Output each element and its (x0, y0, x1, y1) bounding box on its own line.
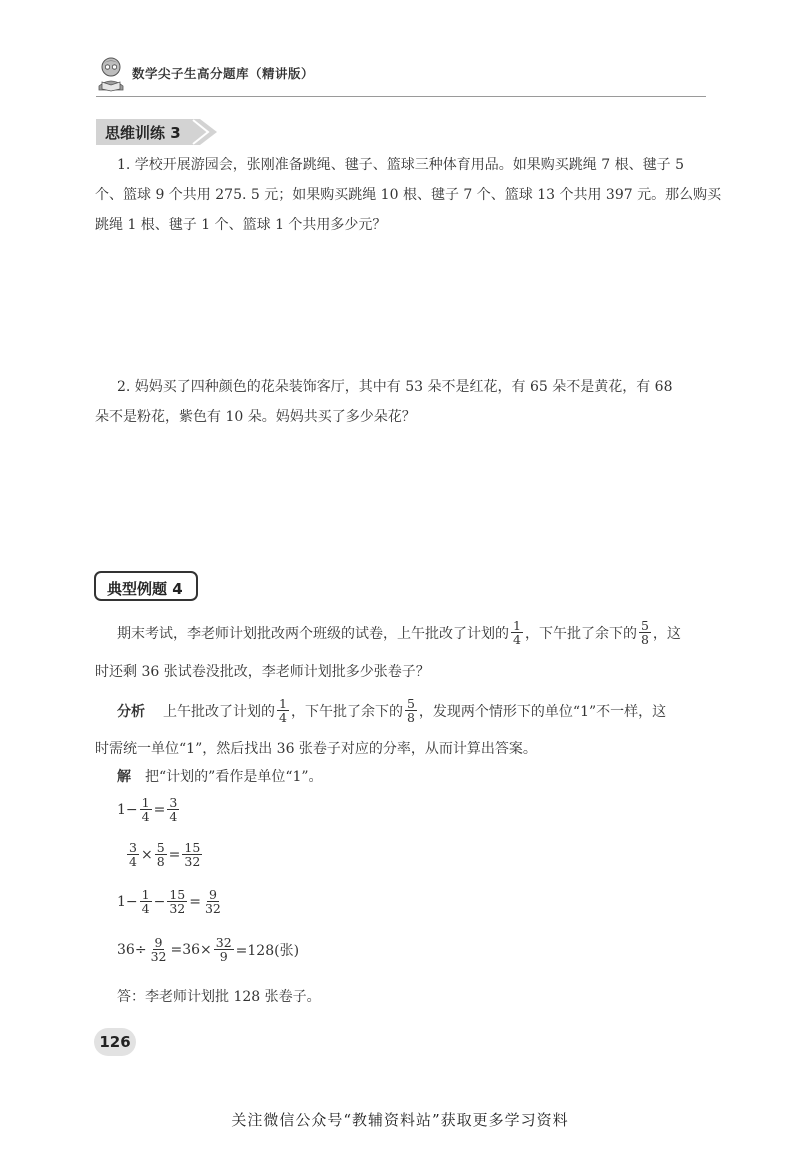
problem-line2: 时还剩 36 张试卷没批改，李老师计划批多少张卷子？ (95, 664, 430, 680)
solution-line (117, 766, 323, 786)
analysis-text-c: ，发现两个情形下的单位“1”不一样，这 (418, 703, 667, 720)
equation-2: $\frac{3}{4}$ × $\frac{5}{8}$ = $\frac{15}{32}$ (129, 840, 201, 870)
analysis-text-a: 上午批改了计划的 (163, 703, 275, 720)
fraction-one-quarter: $\frac{1}{4}$ (513, 618, 521, 648)
solution-text: 把“计划的”看作是单位“1”。 (145, 769, 323, 785)
analysis-line2: 时需统一单位“1”，然后找出 36 张卷子对应的分率，从而计算出答案。 (95, 741, 537, 757)
analysis-line1 (117, 697, 666, 724)
q1-line1: 1. 学校开展游园会，张刚准备跳绳、毽子、篮球三种体育用品。如果购买跳绳 7 根、毽子 5 (117, 157, 684, 173)
header-divider (96, 96, 706, 97)
answer-line: 答：李老师计划批 128 张卷子。 (117, 989, 321, 1005)
fraction-one-quarter: $\frac{1}{4}$ (279, 696, 287, 726)
solution-label: 解 (117, 769, 131, 785)
section-title-thinking-training: 思维训练 3 (105, 124, 181, 142)
q2-line2: 朵不是粉花，紫色有 10 朵。妈妈共买了多少朵花？ (95, 409, 416, 425)
footer-promo-text: 关注微信公众号“教辅资料站”获取更多学习资料 (231, 1111, 569, 1129)
q2-line1: 2. 妈妈买了四种颜色的花朵装饰客厅，其中有 53 朵不是红花，有 65 朵不是黄花，有 68 (117, 379, 673, 395)
book-title: 数学尖子生高分题库（精讲版） (132, 66, 315, 81)
q1-line3: 跳绳 1 根、毽子 1 个、篮球 1 个共用多少元？ (95, 217, 387, 233)
problem-text-c: ，这 (652, 625, 681, 642)
problem-text-a: 期末考试，李老师计划批改两个班级的试卷，上午批改了计划的 (117, 625, 509, 642)
fraction-five-eighths: $\frac{5}{8}$ (406, 696, 415, 726)
equation-4: 36 ÷ $\frac{9}{32}$ = 36 × $\frac{32}{9}$ =128(张) (117, 935, 300, 965)
analysis-text-b: ，下午批了余下的 (290, 703, 403, 720)
section-title-typical-example: 典型例题 4 (107, 580, 183, 598)
problem-line1 (117, 619, 681, 646)
fraction-five-eighths: $\frac{5}{8}$ (640, 618, 649, 648)
analysis-label: 分析 (117, 703, 145, 720)
equation-1: 1 − $\frac{1}{4}$ = $\frac{3}{4}$ (117, 795, 178, 825)
student-reading-mascot-icon (96, 56, 126, 92)
q1-line2: 个、篮球 9 个共用 275. 5 元；如果购买跳绳 10 根、毽子 7 个、篮球 13 个共用 397 元。那么购买 (95, 187, 722, 203)
equation-3: 1 − $\frac{1}{4}$ − $\frac{15}{32}$ = $\frac{9}{32}$ (117, 887, 221, 917)
page-number: 126 (94, 1028, 136, 1056)
problem-text-b: ，下午批了余下的 (524, 625, 637, 642)
